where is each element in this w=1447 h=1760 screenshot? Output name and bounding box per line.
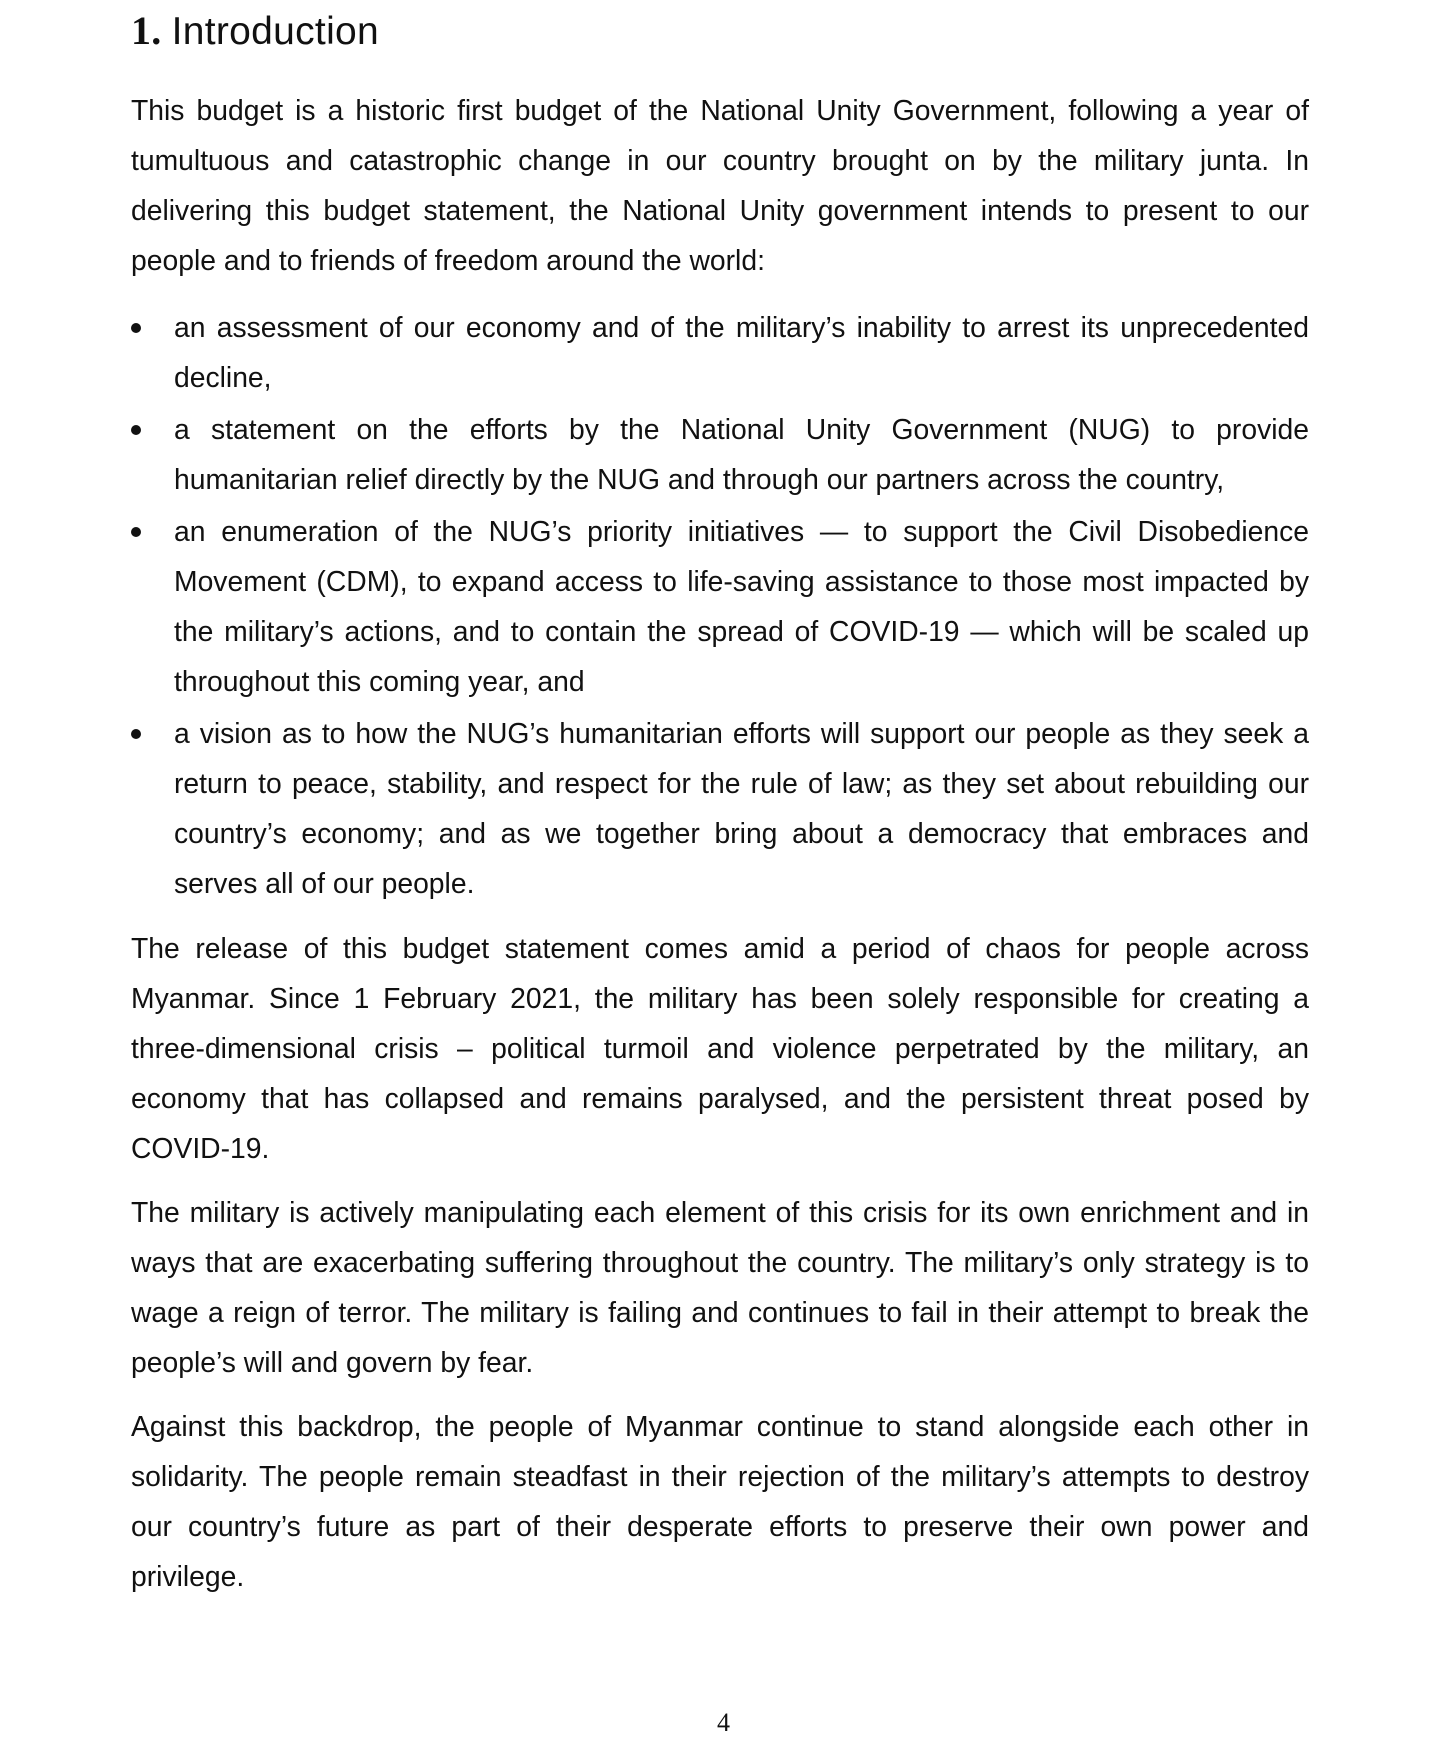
bullet-text: an assessment of our economy and of the military’s inability to arrest its unprecedented decline,: [174, 311, 1309, 393]
bullet-icon: [131, 425, 141, 435]
list-item: [131, 708, 1309, 908]
page-number: 4: [717, 1708, 730, 1737]
intro-paragraph: This budget is a historic first budget of the National Unity Government, following a year of tumultuous and catastrophic change in our country brought on by the military junta. In delivering this budget statement, the National Unity government intends to present to our people and to friends of freedom around the world:: [131, 94, 1309, 276]
bullet-icon: [131, 323, 141, 333]
bullet-text: a vision as to how the NUG’s humanitarian efforts will support our people as they seek a return to peace, stability, and respect for the rule of law; as they set about rebuilding our country’s economy; and as we together bring about a democracy that embraces and serves all of our people.: [174, 717, 1309, 899]
bullet-text: a statement on the efforts by the National Unity Government (NUG) to provide humanitarian relief directly by the NUG and through our partners across the country,: [174, 413, 1309, 495]
bullet-text: an enumeration of the NUG’s priority initiatives — to support the Civil Disobedience Movement (CDM), to expand access to life-saving assistance to those most impacted by the military’s actions, and to contain the spread of COVID-19 — which will be scaled up throughout this coming year, and: [174, 515, 1309, 697]
section-number: 1.: [131, 8, 162, 53]
list-item: [131, 302, 1309, 402]
crisis-paragraph: The release of this budget statement comes amid a period of chaos for people across Myanmar. Since 1 February 2021, the military has been solely responsible for creating a three-dimensional crisis – political turmoil and violence perpetrated by the military, an economy that has collapsed and remains paralysed, and the persistent threat posed by COVID-19.: [131, 932, 1309, 1164]
manipulation-paragraph: The military is actively manipulating each element of this crisis for its own enrichment and in ways that are exacerbating suffering throughout the country. The military’s only strategy is to wage a reign of terror. The military is failing and continues to fail in their attempt to break the people’s will and govern by fear.: [131, 1196, 1309, 1378]
bullet-icon: [131, 729, 141, 739]
list-item: [131, 404, 1309, 504]
list-item: [131, 506, 1309, 706]
document-page: [131, 0, 1309, 1601]
bullet-list: [131, 302, 1309, 908]
section-heading: [131, 0, 1309, 59]
section-title: Introduction: [171, 10, 380, 53]
bullet-icon: [131, 527, 141, 537]
solidarity-paragraph: Against this backdrop, the people of Myanmar continue to stand alongside each other in solidarity. The people remain steadfast in their rejection of the military’s attempts to destroy our country’s future as part of their desperate efforts to preserve their own power and privilege.: [131, 1410, 1309, 1592]
